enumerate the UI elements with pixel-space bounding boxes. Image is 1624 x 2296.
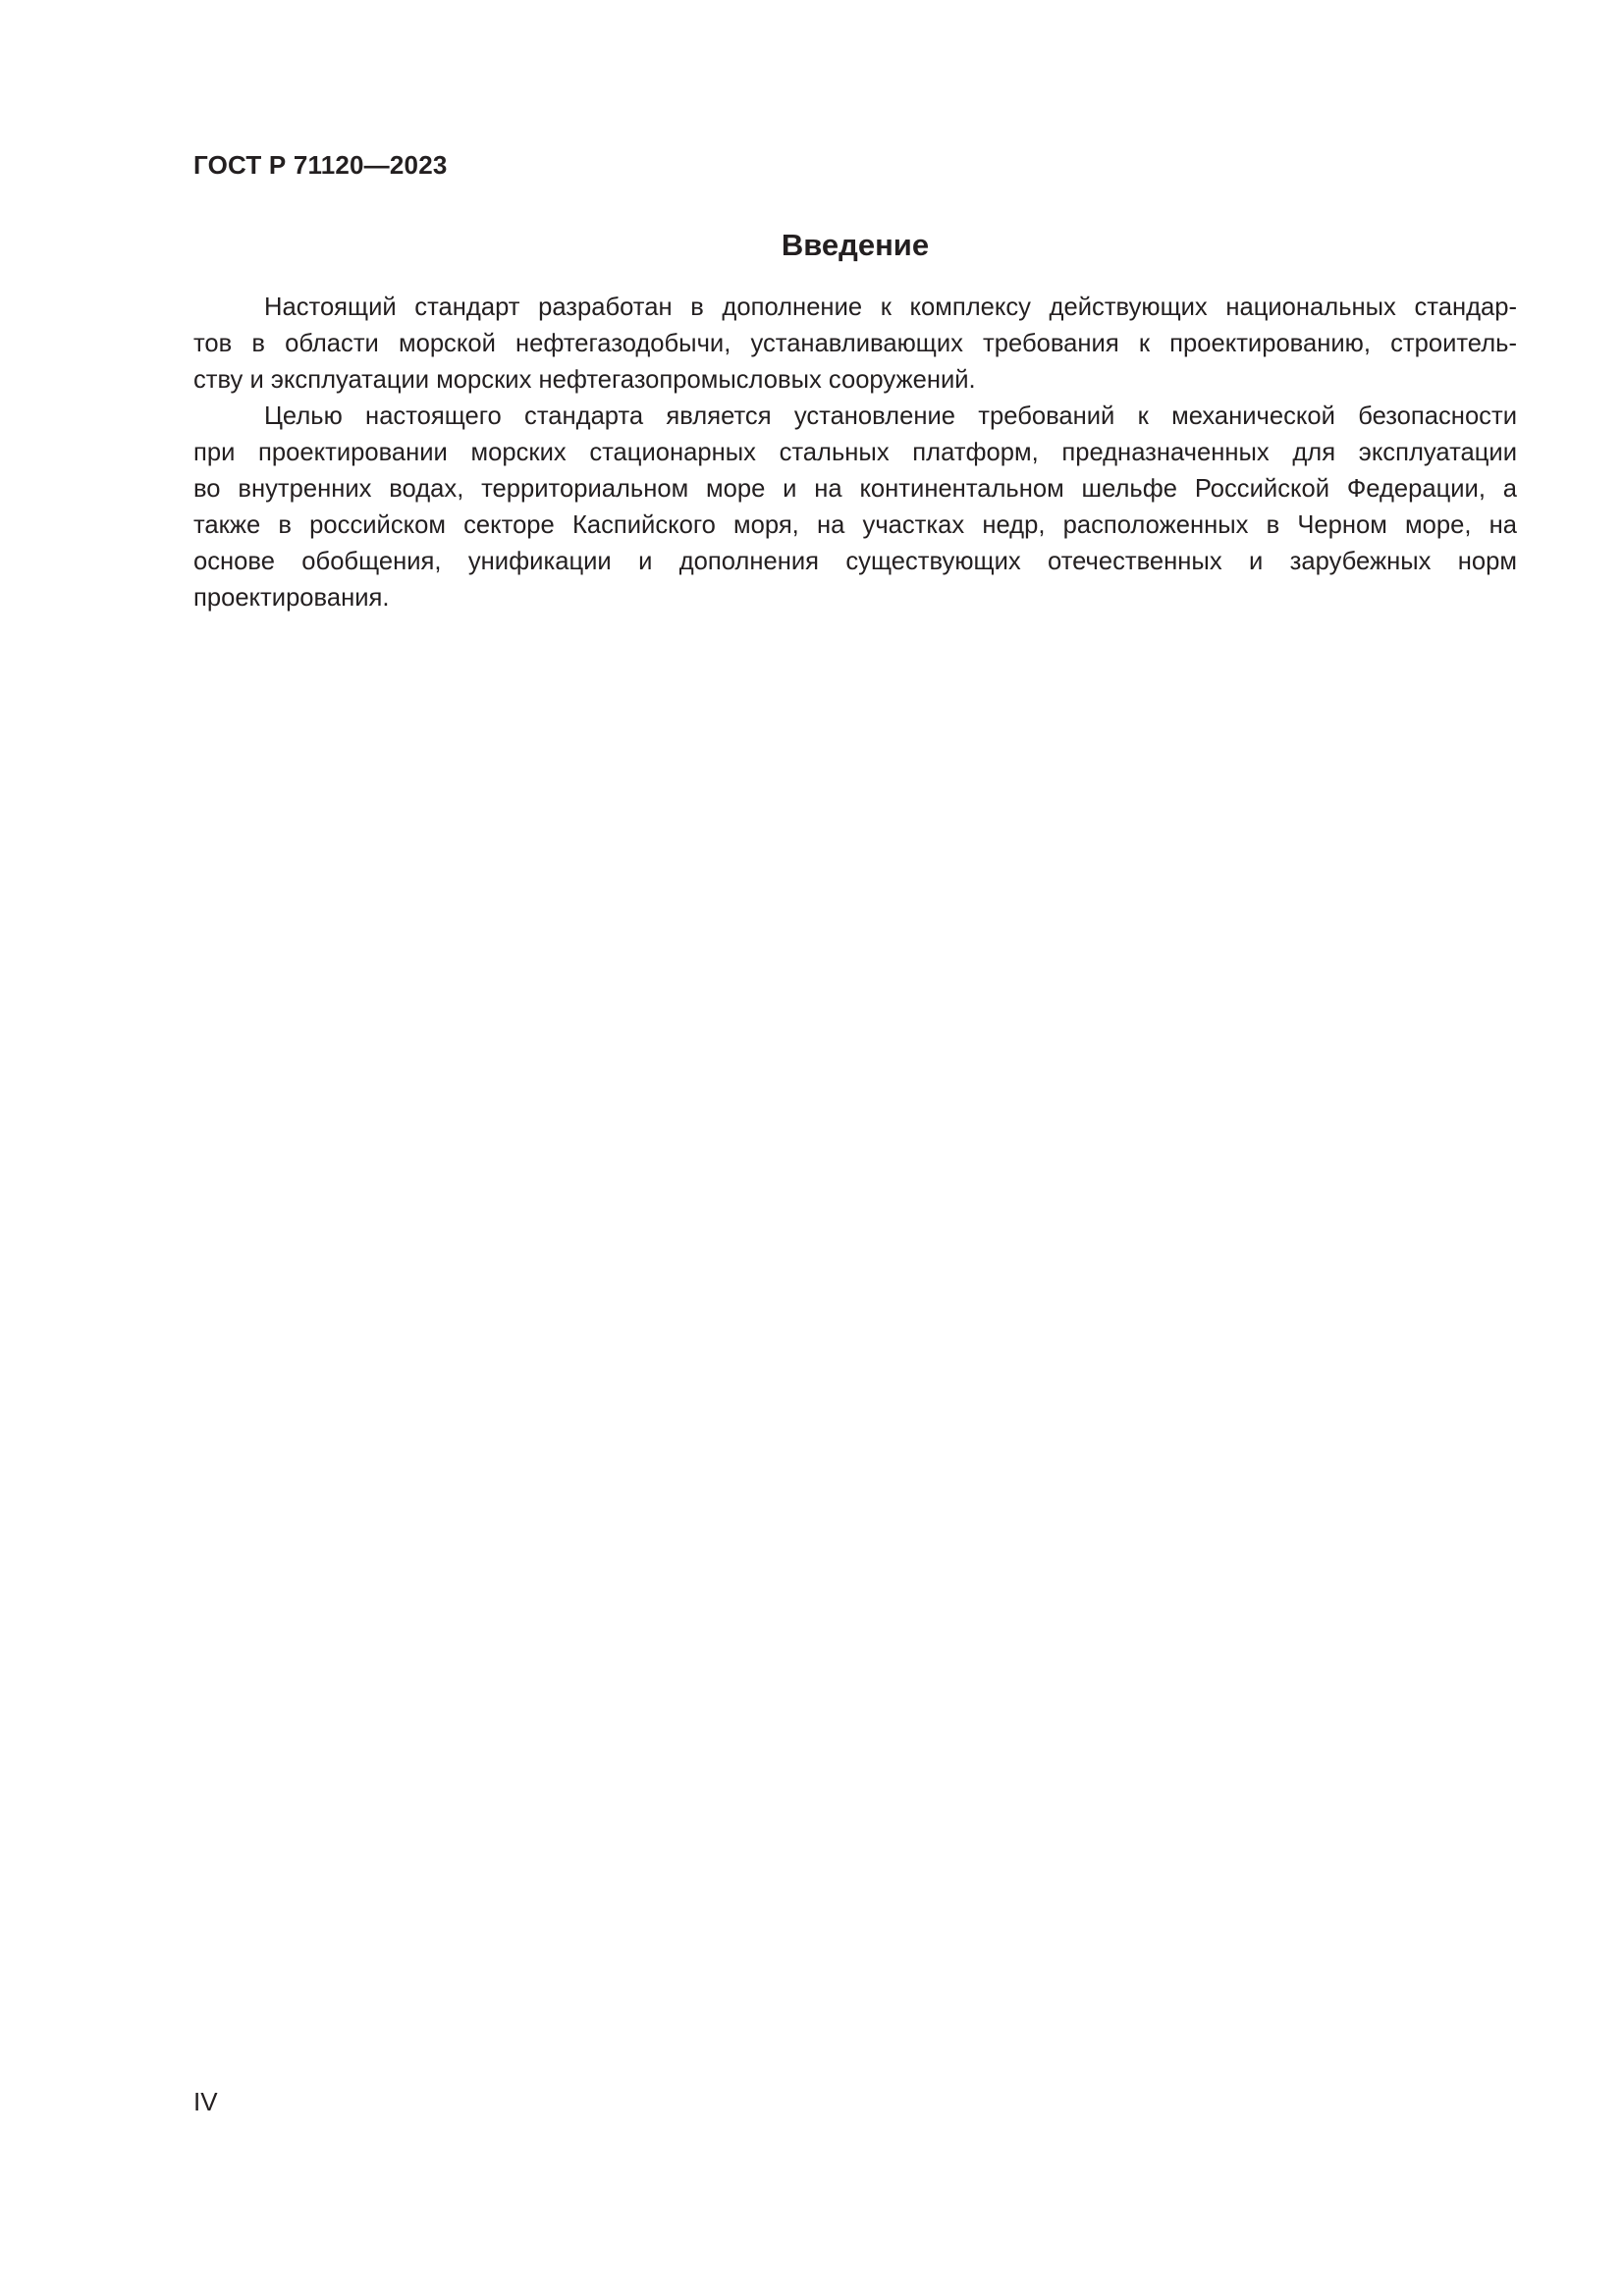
document-code-header: ГОСТ Р 71120—2023 bbox=[193, 150, 448, 180]
section-title: Введение bbox=[781, 228, 930, 262]
paragraph-line: Целью настоящего стандарта является установление требований к механической безопасности bbox=[264, 402, 1517, 430]
paragraph-line: ству и эксплуатации морских нефтегазопромысловых сооружений. bbox=[193, 366, 976, 394]
paragraph-line: Настоящий стандарт разработан в дополнение к комплексу действующих национальных стандар- bbox=[264, 294, 1517, 321]
paragraph-line: основе обобщения, унификации и дополнения существующих отечественных и зарубежных норм bbox=[193, 548, 1517, 575]
paragraph-1 bbox=[193, 290, 1517, 399]
paragraph-line: проектирования. bbox=[193, 584, 390, 612]
page-number: IV bbox=[193, 2087, 218, 2116]
paragraph-2 bbox=[193, 399, 1517, 616]
paragraph-line: также в российском секторе Каспийского моря, на участках недр, расположенных в Черном море, на bbox=[193, 511, 1517, 539]
paragraph-line: тов в области морской нефтегазодобычи, устанавливающих требования к проектированию, строитель- bbox=[193, 330, 1517, 357]
body-text bbox=[193, 290, 1517, 616]
paragraph-line: при проектировании морских стационарных стальных платформ, предназначенных для эксплуатации bbox=[193, 439, 1517, 466]
paragraph-line: во внутренних водах, территориальном море и на континентальном шельфе Российской Федерации, а bbox=[193, 475, 1517, 503]
